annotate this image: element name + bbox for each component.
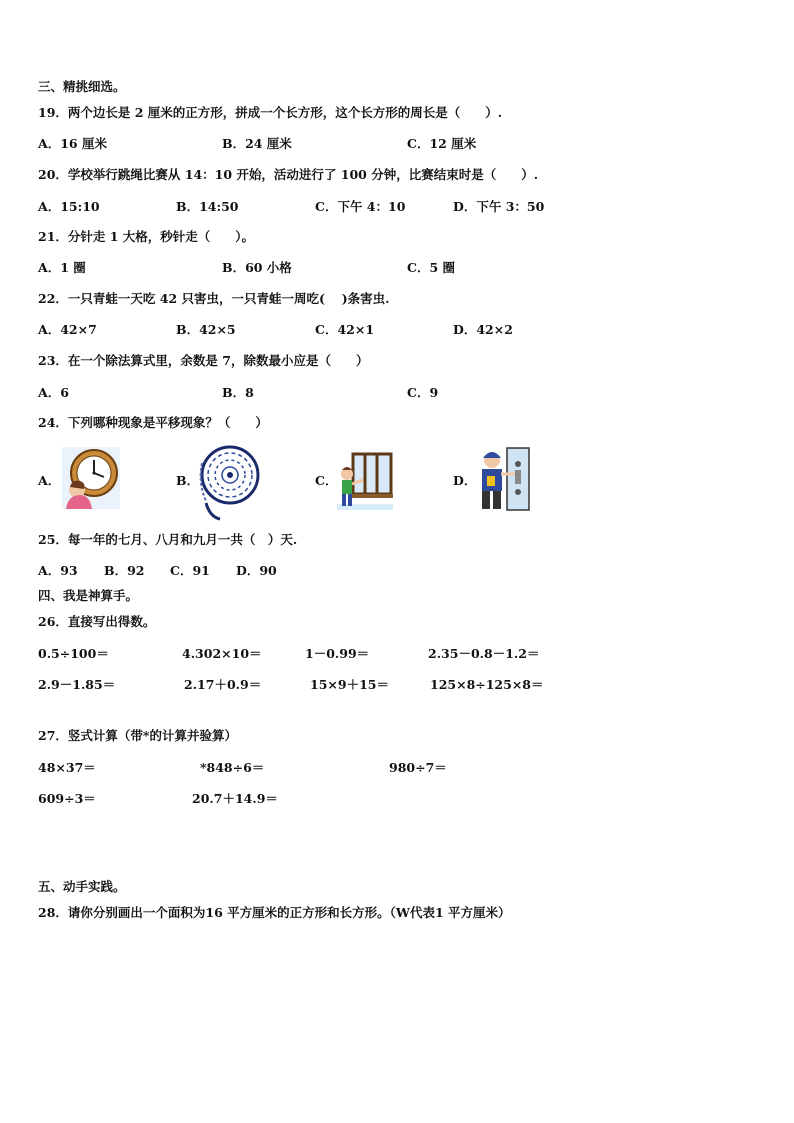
question-number: 23． <box>38 353 68 368</box>
option-b[interactable]: B．60 小格 <box>222 260 292 275</box>
option-c[interactable]: C． <box>315 473 338 488</box>
option-a[interactable]: A． <box>38 473 61 488</box>
question-text: 分针走 1 大格，秒针走（ ）。 <box>67 229 255 244</box>
option-b[interactable]: B．8 <box>222 385 254 400</box>
question-19 <box>38 105 502 121</box>
calc-item: 2.17＋0.9＝ <box>184 677 262 692</box>
fan-icon[interactable] <box>196 443 260 521</box>
calc-item: 980÷7＝ <box>389 760 447 775</box>
calc-item: 2.35－0.8－1.2＝ <box>428 646 540 661</box>
option-b[interactable]: B．14:50 <box>176 199 239 214</box>
calc-item: 48×37＝ <box>38 760 96 775</box>
question-text: 请你分别画出一个面积为16 平方厘米的正方形和长方形。（W代表1 平方厘米） <box>67 905 511 920</box>
question-number: 20． <box>38 167 68 182</box>
question-25 <box>38 532 297 548</box>
option-a[interactable]: A．1 圈 <box>38 260 86 275</box>
question-23 <box>38 353 368 369</box>
option-a[interactable]: A．6 <box>38 385 69 400</box>
question-text: 学校举行跳绳比赛从 14：10 开始，活动进行了 100 分钟，比赛结束时是（ ）. <box>67 167 539 182</box>
question-number: 25． <box>38 532 68 547</box>
calc-item: 2.9－1.85＝ <box>38 677 116 692</box>
question-text: 一只青蛙一天吃 42 只害虫，一只青蛙一周吃( )条害虫. <box>67 291 390 306</box>
doorknob-icon[interactable] <box>475 446 533 512</box>
calc-item: 1－0.99＝ <box>305 646 370 661</box>
option-a[interactable]: A．15:10 <box>38 199 100 214</box>
section-3-title: 三、精挑细选。 <box>38 79 126 94</box>
question-27 <box>38 728 237 744</box>
question-22 <box>38 291 390 307</box>
question-text: 每一年的七月、八月和九月一共（ ）天. <box>67 532 298 547</box>
option-d[interactable]: D．42×2 <box>453 322 513 337</box>
calc-item: *848÷6＝ <box>200 760 265 775</box>
question-20 <box>38 167 538 183</box>
option-b[interactable]: B．42×5 <box>176 322 236 337</box>
calc-item: 609÷3＝ <box>38 791 96 806</box>
question-text: 在一个除法算式里，余数是 7，除数最小应是（ ） <box>67 353 369 368</box>
question-28 <box>38 905 511 921</box>
option-d[interactable]: D．90 <box>236 563 277 578</box>
question-text: 两个边长是 2 厘米的正方形，拼成一个长方形，这个长方形的周长是（ ）. <box>67 105 503 120</box>
question-text: 竖式计算（带*的计算并验算） <box>67 728 237 743</box>
question-number: 21． <box>38 229 68 244</box>
calc-item: 20.7＋14.9＝ <box>192 791 278 806</box>
calc-item: 125×8÷125×8＝ <box>430 677 544 692</box>
question-text: 直接写出得数。 <box>67 614 156 629</box>
option-c[interactable]: C．12 厘米 <box>407 136 477 151</box>
option-a[interactable]: A．42×7 <box>38 322 97 337</box>
option-b[interactable]: B．24 厘米 <box>222 136 292 151</box>
window-icon[interactable] <box>337 452 393 510</box>
option-c[interactable]: C．91 <box>170 563 210 578</box>
question-number: 19． <box>38 105 68 120</box>
option-c[interactable]: C．5 圈 <box>407 260 455 275</box>
option-b[interactable]: B．92 <box>104 563 145 578</box>
option-d[interactable]: D． <box>453 473 477 488</box>
question-number: 24． <box>38 415 68 430</box>
option-a[interactable]: A．93 <box>38 563 78 578</box>
question-text: 下列哪种现象是平移现象？（ ） <box>67 415 268 430</box>
calc-item: 15×9＋15＝ <box>310 677 389 692</box>
question-21 <box>38 229 254 245</box>
option-b[interactable]: B． <box>176 473 200 488</box>
section-5-title: 五、动手实践。 <box>38 879 126 894</box>
question-26 <box>38 614 155 630</box>
calc-item: 4.302×10＝ <box>182 646 262 661</box>
question-number: 26． <box>38 614 68 629</box>
question-number: 22． <box>38 291 68 306</box>
question-number: 28． <box>38 905 68 920</box>
calc-item: 0.5÷100＝ <box>38 646 109 661</box>
option-c[interactable]: C．9 <box>407 385 439 400</box>
question-number: 27． <box>38 728 68 743</box>
clock-icon[interactable] <box>62 447 120 509</box>
option-c[interactable]: C．下午 4：10 <box>315 199 406 214</box>
section-4-title: 四、我是神算手。 <box>38 588 139 603</box>
question-24 <box>38 415 268 431</box>
option-d[interactable]: D．下午 3：50 <box>453 199 545 214</box>
option-c[interactable]: C．42×1 <box>315 322 375 337</box>
option-a[interactable]: A．16 厘米 <box>38 136 107 151</box>
